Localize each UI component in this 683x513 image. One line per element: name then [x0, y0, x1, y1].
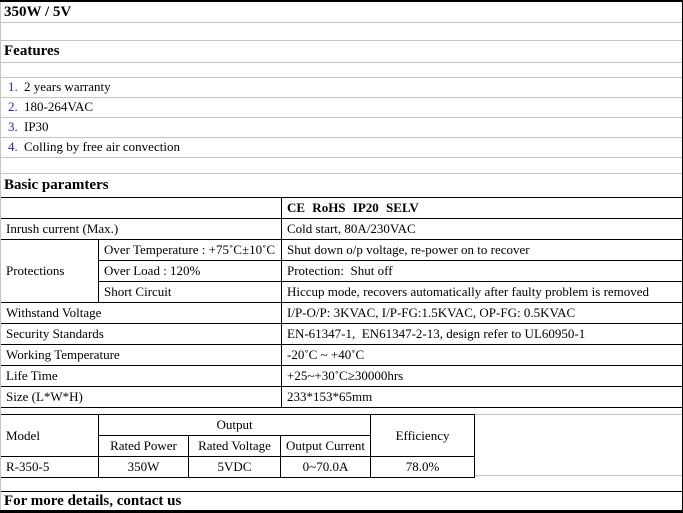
- protection-row: [1, 261, 683, 282]
- feature-text: 180-264VAC: [24, 99, 94, 114]
- basic-parameters-heading: Basic paramters: [4, 176, 109, 193]
- protection-condition-cell: Short Circuit: [99, 282, 282, 303]
- security-row: [1, 324, 683, 345]
- working-temp-label-cell: Working Temperature: [1, 345, 282, 366]
- protection-row: [1, 240, 683, 261]
- feature-item: [0, 97, 682, 117]
- withstand-value-cell: I/P-O/P: 3KVAC, I/P-FG:1.5KVAC, OP-FG: 0.5KVAC: [282, 303, 683, 324]
- gridline: [0, 157, 683, 158]
- withstand-label-cell: Withstand Voltage: [1, 303, 282, 324]
- feature-item: [0, 77, 682, 97]
- page-title: 350W / 5V: [4, 3, 72, 20]
- features-heading: Features: [4, 42, 60, 59]
- feature-number: 1.: [8, 79, 18, 94]
- output-current-header-cell: Output Current: [281, 436, 371, 457]
- inrush-row: [1, 219, 683, 240]
- feature-number: 2.: [8, 99, 18, 114]
- protection-condition-cell: Over Load : 120%: [99, 261, 282, 282]
- feature-item: [0, 137, 682, 157]
- security-label-cell: Security Standards: [1, 324, 282, 345]
- gridline: [0, 62, 683, 63]
- rated-power-header-cell: Rated Power: [99, 436, 189, 457]
- feature-number: 3.: [8, 119, 18, 134]
- inrush-label-cell: Inrush current (Max.): [1, 219, 282, 240]
- protection-row: [1, 282, 683, 303]
- model-data-row: [1, 457, 475, 478]
- protections-label-cell: Protections: [1, 240, 99, 303]
- basic-parameters-table: [0, 197, 683, 408]
- inrush-value-cell: Cold start, 80A/230VAC: [282, 219, 683, 240]
- size-row: [1, 387, 683, 408]
- sheet-left-edge: [0, 0, 1, 513]
- certifications-cell: CE RoHS IP20 SELV: [282, 198, 683, 219]
- output-current-value-cell: 0~70.0A: [281, 457, 371, 478]
- rated-power-value-cell: 350W: [99, 457, 189, 478]
- feature-text: 2 years warranty: [24, 79, 111, 94]
- protection-behavior-cell: Hiccup mode, recovers automatically after faulty problem is removed: [282, 282, 683, 303]
- rated-voltage-value-cell: 5VDC: [189, 457, 281, 478]
- gridline: [0, 22, 683, 23]
- model-output-table: [0, 414, 475, 478]
- protection-behavior-cell: Protection: Shut off: [282, 261, 683, 282]
- feature-number: 4.: [8, 139, 18, 154]
- life-time-label-cell: Life Time: [1, 366, 282, 387]
- empty-cell: [1, 198, 282, 219]
- feature-text: IP30: [24, 119, 49, 134]
- feature-item: [0, 117, 682, 137]
- protection-behavior-cell: Shut down o/p voltage, re-power on to recover: [282, 240, 683, 261]
- certs-row: [1, 198, 683, 219]
- output-header-cell: Output: [99, 415, 371, 436]
- protection-condition-cell: Over Temperature : +75˚C±10˚C: [99, 240, 282, 261]
- model-header-row-1: [1, 415, 475, 436]
- efficiency-value-cell: 78.0%: [371, 457, 475, 478]
- security-value-cell: EN-61347-1, EN61347-2-13, design refer to UL60950-1: [282, 324, 683, 345]
- sheet-top-edge: [0, 0, 683, 2]
- efficiency-header-cell: Efficiency: [371, 415, 475, 457]
- contact-footer: For more details, contact us: [0, 491, 682, 510]
- life-time-row: [1, 366, 683, 387]
- life-time-value-cell: +25~+30˚C≥30000hrs: [282, 366, 683, 387]
- model-header-cell: Model: [1, 415, 99, 457]
- rated-voltage-header-cell: Rated Voltage: [189, 436, 281, 457]
- size-value-cell: 233*153*65mm: [282, 387, 683, 408]
- size-label-cell: Size (L*W*H): [1, 387, 282, 408]
- working-temp-row: [1, 345, 683, 366]
- feature-text: Colling by free air convection: [24, 139, 180, 154]
- working-temp-value-cell: -20˚C ~ +40˚C: [282, 345, 683, 366]
- model-value-cell: R-350-5: [1, 457, 99, 478]
- withstand-row: [1, 303, 683, 324]
